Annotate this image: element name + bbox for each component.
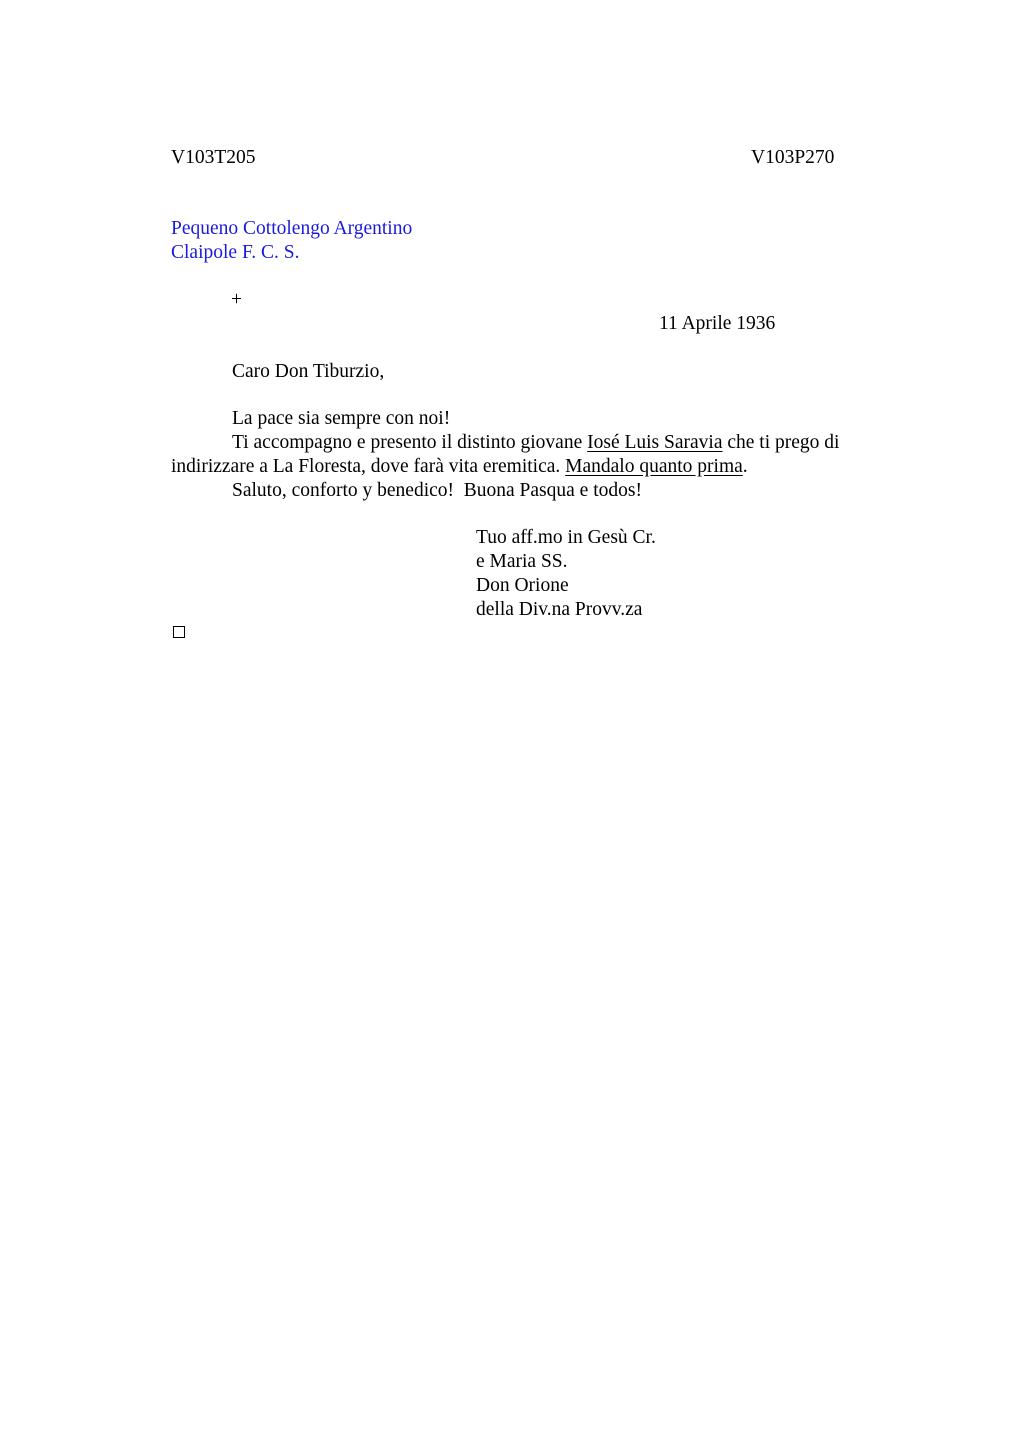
- end-marker-square-icon: [173, 626, 185, 638]
- body-line-1: La pace sia sempre con noi!: [232, 408, 451, 429]
- person-name: Iosé Luis Saravia: [587, 432, 723, 453]
- cross-symbol: +: [231, 289, 242, 310]
- letterhead-line-2: Claipole F. C. S.: [171, 242, 300, 263]
- letterhead-line-1: Pequeno Cottolengo Argentino: [171, 218, 413, 239]
- emphasized-instruction: Mandalo quanto prima: [565, 456, 743, 477]
- body-line-3-text-start: indirizzare a La Floresta, dove farà vita eremitica.: [171, 456, 566, 477]
- body-line-3-period: .: [742, 456, 748, 477]
- signature-title: della Div.na Provv.za: [476, 599, 643, 620]
- signature-name: Don Orione: [476, 575, 569, 596]
- body-line-4: Saluto, conforto y benedico! Buona Pasqua e todos!: [232, 480, 642, 501]
- body-line-2-text-end: che ti prego di: [722, 432, 840, 453]
- salutation: Caro Don Tiburzio,: [232, 361, 385, 382]
- closing-line-1: Tuo aff.mo in Gesù Cr.: [476, 527, 656, 548]
- closing-line-2: e Maria SS.: [476, 551, 568, 572]
- archive-code-left: V103T205: [171, 147, 256, 168]
- body-line-2-text-start: Ti accompagno e presento il distinto giovane: [232, 432, 588, 453]
- body-line-3: [171, 455, 748, 479]
- archive-code-right: V103P270: [751, 147, 835, 168]
- body-line-2: [232, 431, 839, 455]
- letter-date: 11 Aprile 1936: [659, 313, 776, 334]
